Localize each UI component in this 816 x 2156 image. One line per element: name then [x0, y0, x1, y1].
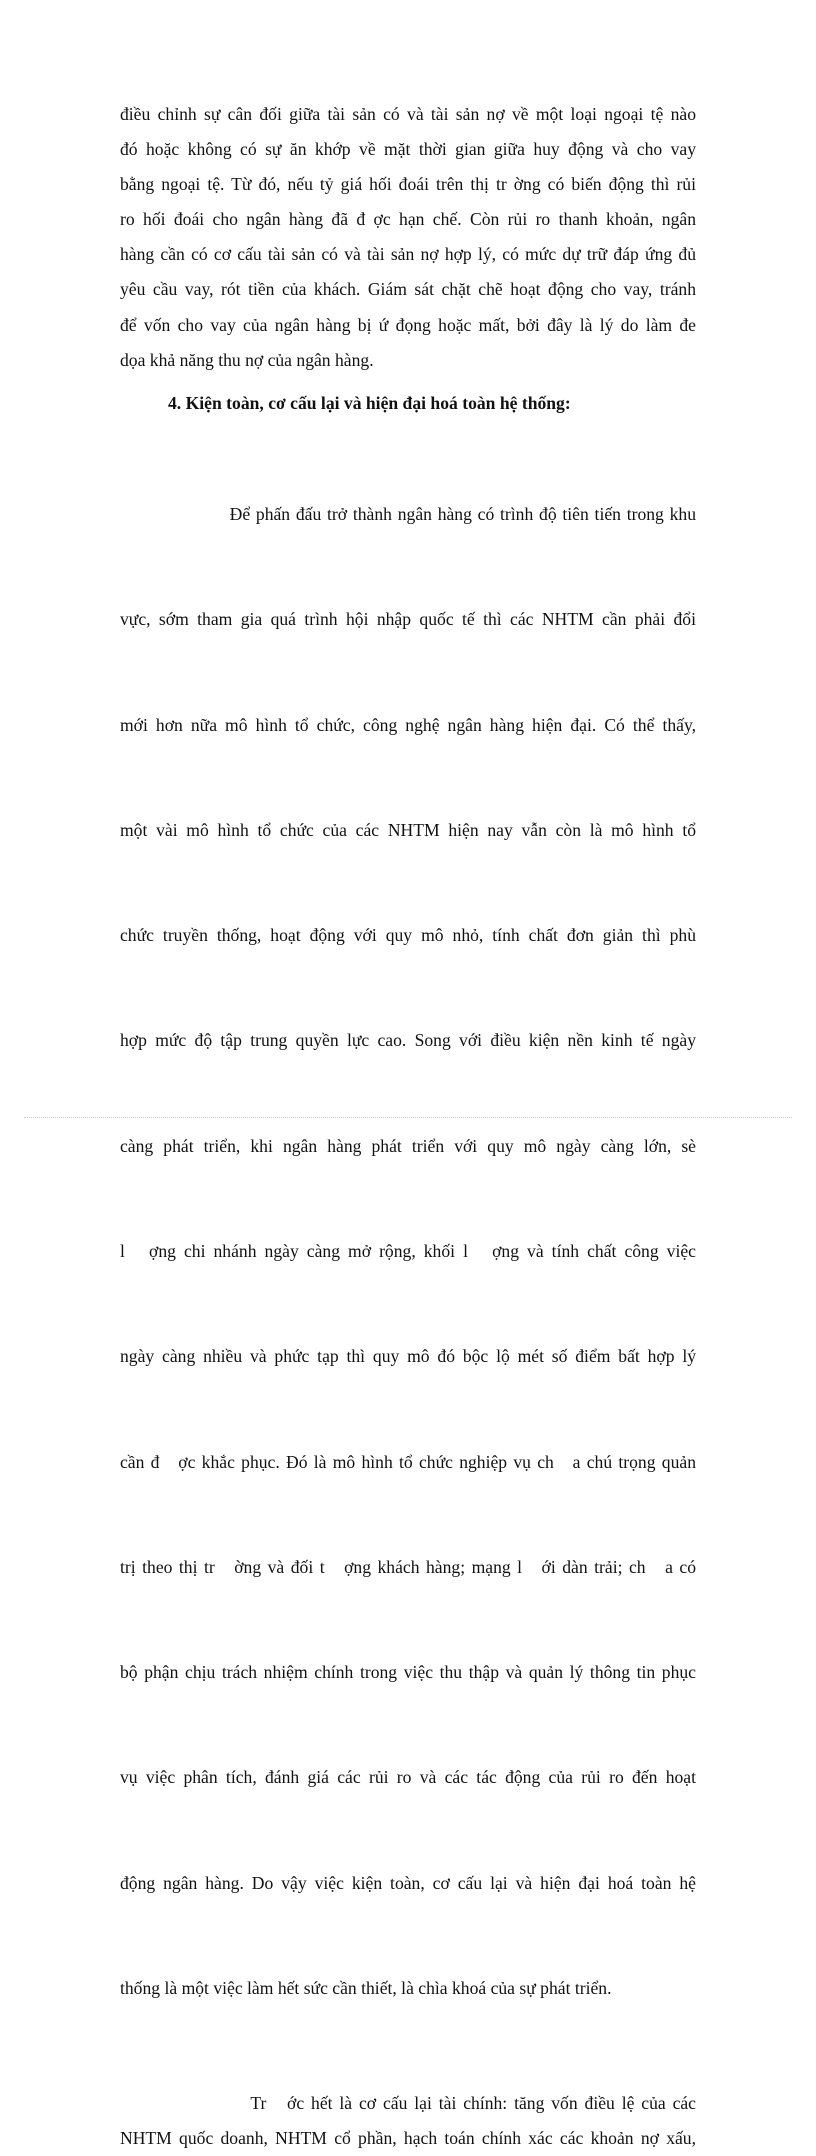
text-line: một vài mô hình tổ chức của các NHTM hiện nay vẫn còn là mô hình tổ	[120, 819, 696, 840]
text-line: dọa khả năng thu nợ của ngân hàng.	[120, 349, 374, 370]
text-line: hàng cần có cơ cấu tài sản có và tài sản nợ hợp lý, có mức dự trữ đáp ứng đủ	[120, 244, 696, 265]
text-line: cần đ ợc khắc phục. Đó là mô hình tổ chức nghiệp vụ ch a chú trọng quản	[120, 1451, 696, 1472]
text-line: bằng ngoại tệ. Từ đó, nếu tỷ giá hối đoái trên thị tr ờng có biến động thì rủi	[120, 174, 696, 195]
text-line: ro hối đoái cho ngân hàng đã đ ợc hạn chế. Còn rủi ro thanh khoản, ngân	[120, 209, 696, 230]
section-heading: 4. Kiện toàn, cơ cấu lại và hiện đại hoá toàn hệ thống:	[168, 392, 571, 413]
text-line: động ngân hàng. Do vậy việc kiện toàn, cơ cấu lại và hiện đại hoá toàn hệ	[120, 1872, 696, 1893]
paragraph-1	[120, 97, 696, 378]
paragraph-3	[120, 2086, 696, 2156]
text-line: càng phát triển, khi ngân hàng phát triển với quy mô ngày càng lớn, sè	[120, 1135, 696, 1156]
text-line: Tr ớc hết là cơ cấu lại tài chính: tăng vốn điều lệ của các	[120, 2093, 696, 2114]
page-bottom-divider	[24, 1117, 792, 1118]
text-line: mới hơn nữa mô hình tổ chức, công nghệ ngân hàng hiện đại. Có thể thấy,	[120, 714, 696, 735]
text-line: ngày càng nhiều và phức tạp thì quy mô đó bộc lộ mét số điểm bất hợp lý	[120, 1346, 696, 1367]
text-line: trị theo thị tr ờng và đối t ợng khách hàng; mạng l ới dàn trải; ch a có	[120, 1556, 696, 1577]
text-line: chức truyền thống, hoạt động với quy mô nhỏ, tính chất đơn giản thì phù	[120, 925, 696, 946]
text-line: bộ phận chịu trách nhiệm chính trong việc thu thập và quản lý thông tin phục	[120, 1662, 696, 1683]
text-line: thống là một việc làm hết sức cần thiết, là chìa khoá của sự phát triển.	[120, 1977, 612, 1998]
text-line: đó hoặc không có sự ăn khớp về mặt thời gian giữa huy động và cho vay	[120, 139, 696, 160]
text-line: l ợng chi nhánh ngày càng mở rộng, khối l ợng và tính chất công việc	[120, 1241, 696, 1261]
text-line: yêu cầu vay, rót tiền của khách. Giám sát chặt chẽ hoạt động cho vay, tránh	[120, 279, 696, 300]
paragraph-gap	[120, 2076, 696, 2086]
text-line: NHTM quốc doanh, NHTM cổ phần, hạch toán chính xác các khoản nợ xấu,	[120, 2128, 696, 2149]
document-body	[120, 97, 696, 2156]
text-line: hợp mức độ tập trung quyền lực cao. Song với điều kiện nền kinh tế ngày	[120, 1030, 696, 1051]
text-line: vực, sớm tham gia quá trình hội nhập quốc tế thì các NHTM cần phải đổi	[120, 609, 696, 630]
text-line: vụ việc phân tích, đánh giá các rủi ro và các tác động của rủi ro đến hoạt	[120, 1767, 696, 1788]
text-line: để vốn cho vay của ngân hàng bị ứ đọng hoặc mất, bởi đây là lý do làm đe	[120, 314, 696, 335]
paragraph-2	[120, 427, 696, 2076]
text-line: điều chỉnh sự cân đối giữa tài sản có và tài sản nợ về một loại ngoại tệ nào	[120, 104, 696, 124]
text-line: Để phấn đấu trở thành ngân hàng có trình độ tiên tiến trong khu	[120, 504, 696, 525]
